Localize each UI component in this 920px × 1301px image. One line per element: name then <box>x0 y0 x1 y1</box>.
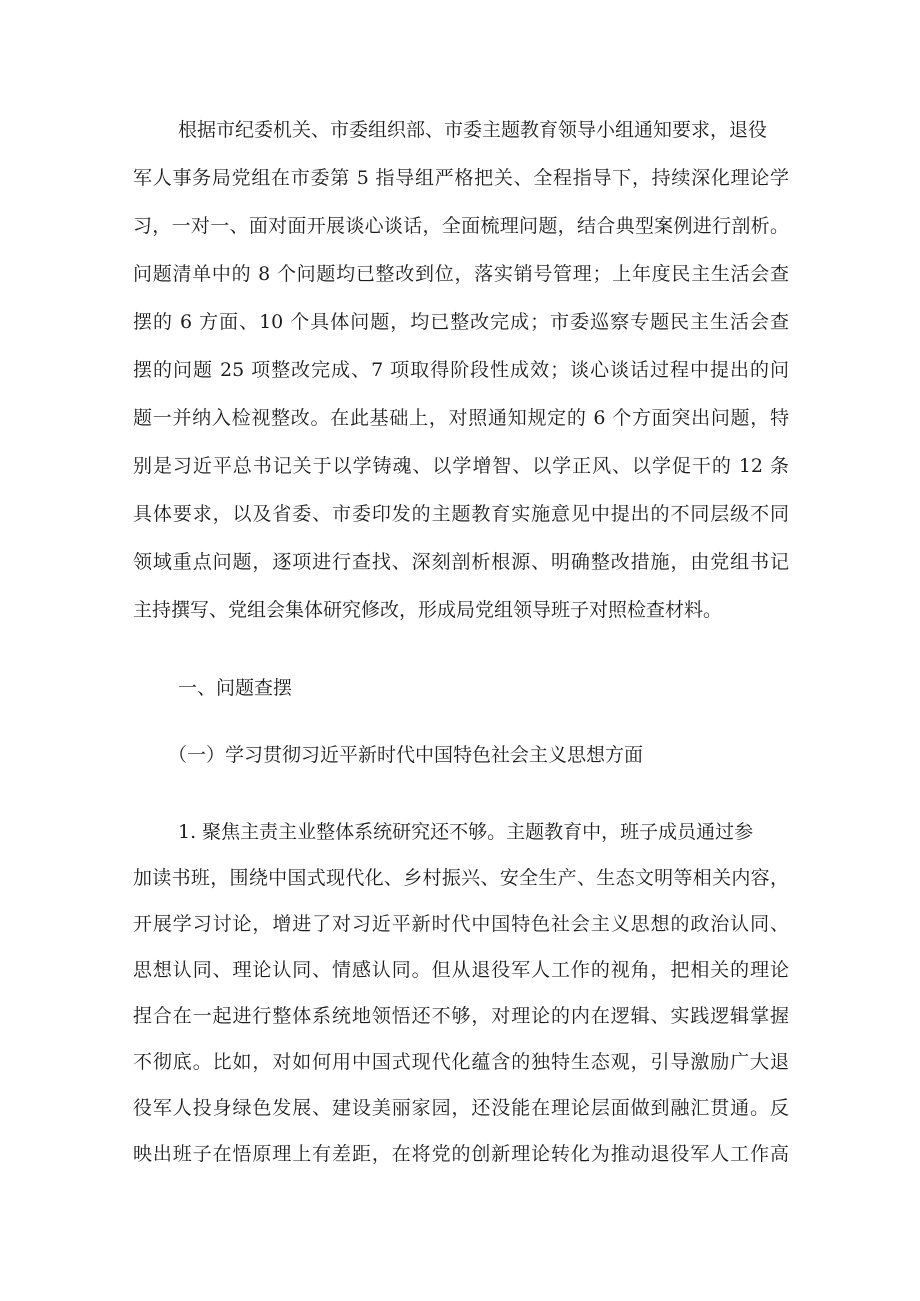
intro-line: 领域重点问题，逐项进行查找、深刻剖析根源、明确整改措施，由党组书记 <box>133 551 789 573</box>
item1-line: 不彻底。比如，对如何用中国式现代化蕴含的独特生态观，引导激励广大退 <box>133 1051 789 1073</box>
intro-line: 习，一对一、面对面开展谈心谈话，全面梳理问题，结合典型案例进行剖析。 <box>133 215 789 237</box>
intro-line: 问题清单中的 8 个问题均已整改到位，落实销号管理；上年度民主生活会查 <box>133 263 789 285</box>
item1-line: 映出班子在悟原理上有差距，在将党的创新理论转化为推动退役军人工作高 <box>133 1143 789 1165</box>
item1-line: 开展学习讨论，增进了对习近平新时代中国特色社会主义思想的政治认同、 <box>133 913 789 935</box>
item1-line: 1. 聚焦主责主业整体系统研究还不够。主题教育中，班子成员通过参 <box>178 821 754 843</box>
intro-line: 别是习近平总书记关于以学铸魂、以学增智、以学正风、以学促干的 12 条 <box>133 455 789 477</box>
intro-line: 根据市纪委机关、市委组织部、市委主题教育领导小组通知要求，退役 <box>178 119 768 141</box>
item1-line: 加读书班，围绕中国式现代化、乡村振兴、安全生产、生态文明等相关内容， <box>133 867 789 889</box>
section-heading: 一、问题查摆 <box>178 677 293 699</box>
subsection-heading: （一）学习贯彻习近平新时代中国特色社会主义思想方面 <box>168 744 644 766</box>
item1-line: 捏合在一起进行整体系统地领悟还不够，对理论的内在逻辑、实践逻辑掌握 <box>133 1005 789 1027</box>
intro-line: 摆的 6 方面、10 个具体问题，均已整改完成；市委巡察专题民主生活会查 <box>133 311 789 333</box>
item1-line: 思想认同、理论认同、情感认同。但从退役军人工作的视角，把相关的理论 <box>133 959 789 981</box>
intro-line: 题一并纳入检视整改。在此基础上，对照通知规定的 6 个方面突出问题，特 <box>133 407 789 429</box>
intro-line: 具体要求，以及省委、市委印发的主题教育实施意见中提出的不同层级不同 <box>133 503 789 525</box>
intro-line: 摆的问题 25 项整改完成、7 项取得阶段性成效；谈心谈话过程中提出的问 <box>133 359 789 381</box>
intro-line: 军人事务局党组在市委第 5 指导组严格把关、全程指导下，持续深化理论学 <box>133 167 789 189</box>
item1-line: 役军人投身绿色发展、建设美丽家园，还没能在理论层面做到融汇贯通。反 <box>133 1097 789 1119</box>
intro-line: 主持撰写、党组会集体研究修改，形成局党组领导班子对照检查材料。 <box>133 599 723 621</box>
